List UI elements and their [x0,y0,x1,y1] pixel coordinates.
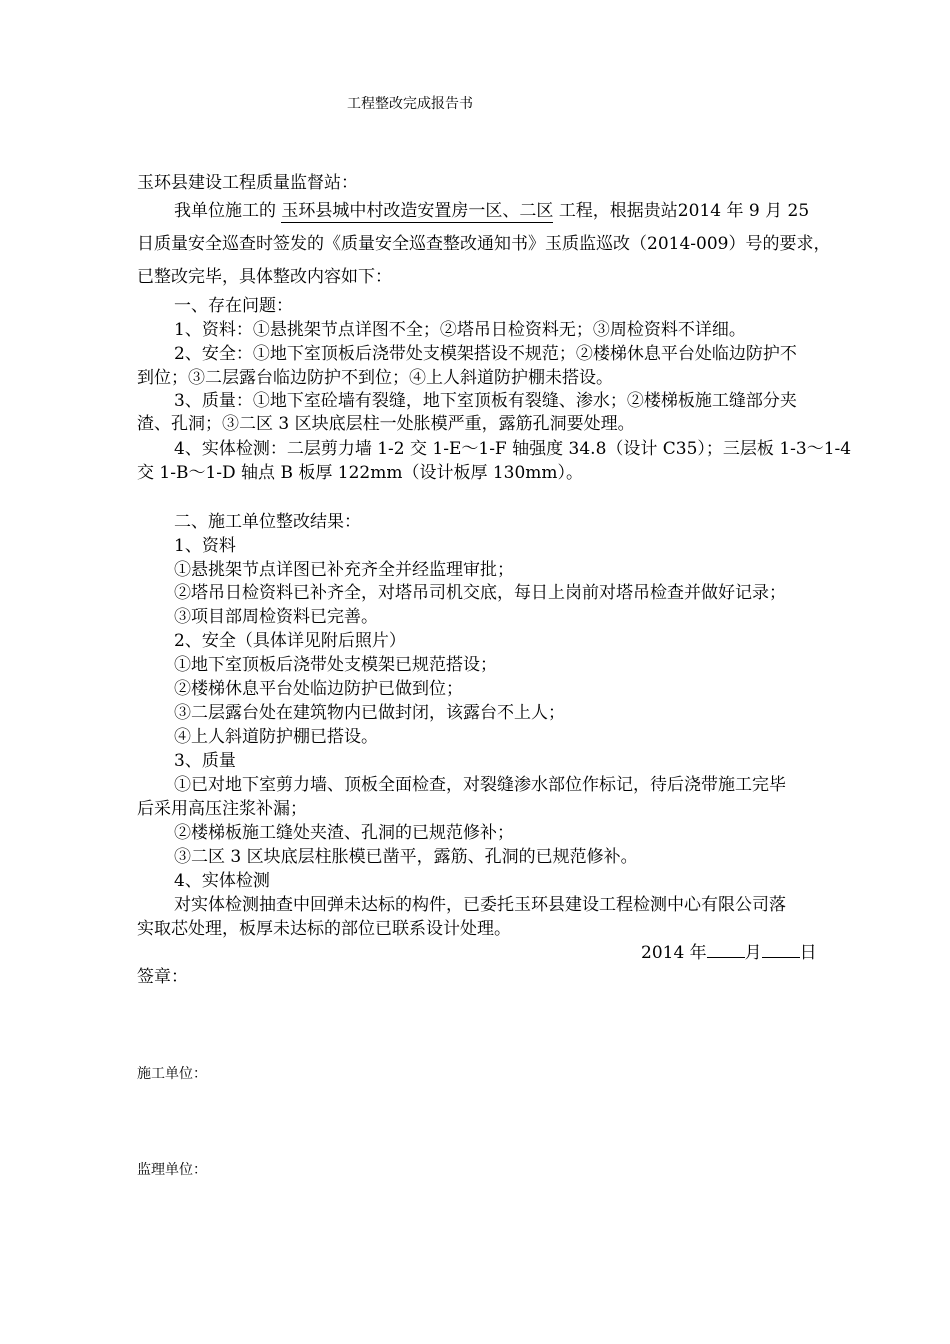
section2-line: ①地下室顶板后浇带处支模架已规范搭设； [174,655,497,675]
month-blank [707,943,745,958]
section1-line: 1、资料：①悬挑架节点详图不全；②塔吊日检资料无；③周检资料不详细。 [174,320,746,340]
intro-line-2: 日质量安全巡查时签发的《质量安全巡查整改通知书》玉质监巡改（2014-009）号的要求， [137,234,831,254]
section1-line: 2、安全：①地下室顶板后浇带处支模架搭设不规范；②楼梯休息平台处临边防护不 [174,344,797,364]
intro-post: 工程，根据贵站2014 年 9 月 25 [558,201,810,221]
section2-line: ④上人斜道防护棚已搭设。 [174,727,378,747]
section1-line: 3、质量：①地下室砼墙有裂缝，地下室顶板有裂缝、渗水；②楼梯板施工缝部分夹 [174,391,797,411]
section2-line: 2、安全（具体详见附后照片） [174,631,406,651]
project-name: 玉环县城中村改造安置房一区、二区 [281,201,554,221]
page-title: 工程整改完成报告书 [347,96,473,112]
contractor-label: 施工单位： [137,1066,207,1082]
intro-pre: 我单位施工的 [174,201,276,221]
section2-line: ①悬挑架节点详图已补充齐全并经监理审批； [174,560,514,580]
date-month: 月 [744,943,762,963]
section2-line: ②塔吊日检资料已补齐全，对塔吊司机交底，每日上岗前对塔吊检查并做好记录； [174,583,786,603]
addressee: 玉环县建设工程质量监督站： [137,173,358,193]
section1-line: 渣、孔洞；③二区 3 区块底层柱一处胀模严重，露筋孔洞要处理。 [137,414,635,434]
date-day: 日 [799,943,817,963]
section2-line: ②楼梯板施工缝处夹渣、孔洞的已规范修补； [174,823,514,843]
section2-line: 1、资料 [174,536,236,556]
section1-line: 4、实体检测：二层剪力墙 1-2 交 1-E～1-F 轴强度 34.8（设计 C35）；三层板 1-3～1-4 [174,439,852,459]
section2-line: 实取芯处理，板厚未达标的部位已联系设计处理。 [137,919,511,939]
section2-heading: 二、施工单位整改结果： [174,512,361,532]
intro-line-3: 已整改完毕，具体整改内容如下： [137,267,392,287]
section1-heading: 一、存在问题： [174,296,293,316]
section2-line: 后采用高压注浆补漏； [137,799,307,819]
day-blank [762,943,800,958]
section2-line: 3、质量 [174,751,236,771]
section1-line: 到位；③二层露台临边防护不到位；④上人斜道防护棚未搭设。 [137,368,613,388]
section2-line: ③二层露台处在建筑物内已做封闭，该露台不上人； [174,703,565,723]
section2-line: ③二区 3 区块底层柱胀模已凿平，露筋、孔洞的已规范修补。 [174,847,638,867]
section2-line: 4、实体检测 [174,871,270,891]
section1-line: 交 1-B～1-D 轴点 B 板厚 122mm（设计板厚 130mm）。 [137,463,584,483]
section2-line: ③项目部周检资料已完善。 [174,607,378,627]
supervisor-label: 监理单位： [137,1162,207,1178]
section2-line: ②楼梯休息平台处临边防护已做到位； [174,679,463,699]
date-line [641,942,817,964]
section2-line: ①已对地下室剪力墙、顶板全面检查，对裂缝渗水部位作标记，待后浇带施工完毕 [174,775,786,795]
section2-line: 对实体检测抽查中回弹未达标的构件，已委托玉环县建设工程检测中心有限公司落 [174,895,786,915]
intro-line-1 [174,200,809,223]
date-year: 2014 年 [641,943,707,963]
signature-label: 签章： [137,967,188,987]
